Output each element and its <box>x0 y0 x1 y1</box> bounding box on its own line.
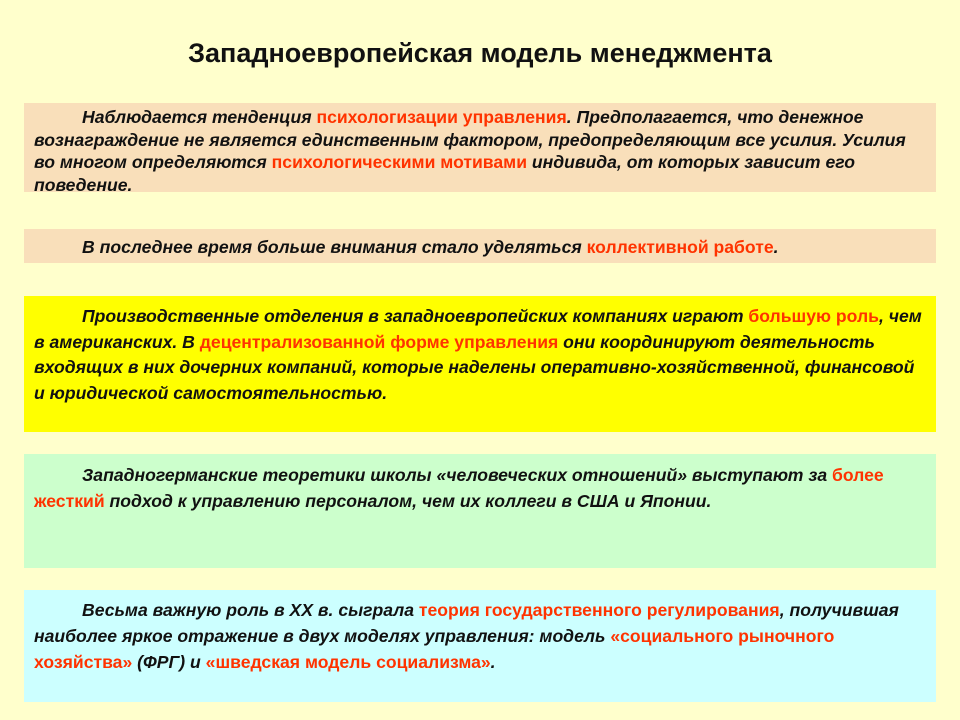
text-segment: . <box>490 652 496 672</box>
text-segment: индивида, от которых зависит его поведение. <box>34 152 855 195</box>
highlighted-term: психологизации управления <box>316 107 567 127</box>
highlighted-term: психологическими мотивами <box>271 152 528 172</box>
block-text <box>34 236 926 259</box>
text-segment: подход к управлению персоналом, чем их коллеги в США и Японии. <box>104 491 712 511</box>
block-human-relations <box>24 454 936 568</box>
highlighted-term: коллективной работе <box>586 237 774 257</box>
block-collective-work <box>24 229 936 263</box>
block-text <box>34 597 926 675</box>
block-production-divisions <box>24 296 936 432</box>
block-state-regulation <box>24 590 936 702</box>
text-segment: , получившая наиболее яркое отражение в двух моделях управления: модель <box>34 600 899 646</box>
block-text <box>34 304 926 406</box>
block-text <box>34 106 926 196</box>
highlighted-term: «социального рыночного хозяйства» <box>34 626 835 672</box>
highlighted-term: децентрализованной форме управления <box>199 331 559 352</box>
text-segment: . <box>773 237 779 257</box>
text-segment: . Предполагается, что денежное вознаграждение не является единственным фактором, предопределяющим все усилия. Усилия во многом определяются <box>34 107 906 172</box>
text-segment: Наблюдается тенденция <box>82 107 317 127</box>
highlighted-term: большую роль <box>748 306 879 326</box>
text-segment: (ФРГ) и <box>132 652 206 672</box>
text-segment: Западногерманские теоретики школы «человеческих отношений» выступают за <box>82 465 832 485</box>
highlighted-term: более жесткий <box>34 465 884 511</box>
highlighted-term: теория государственного регулирования <box>418 600 780 620</box>
text-segment: Весьма важную роль в XX в. сыграла <box>82 600 419 620</box>
text-segment: они координируют деятельность входящих в них дочерних компаний, которые наделены оперативно-хозяйственной, финансовой и юридической самостоятельностью. <box>34 331 915 403</box>
highlighted-term: «шведская модель социализма» <box>205 652 491 672</box>
block-text <box>34 462 926 514</box>
text-segment: Производственные отделения в западноевропейских компаниях играют <box>82 306 749 326</box>
page-title: Западноевропейская модель менеджмента <box>188 38 772 68</box>
block-psychologization <box>24 103 936 195</box>
text-segment: В последнее время больше внимания стало уделяться <box>82 237 587 257</box>
text-segment: , чем в американских. В <box>34 306 922 352</box>
